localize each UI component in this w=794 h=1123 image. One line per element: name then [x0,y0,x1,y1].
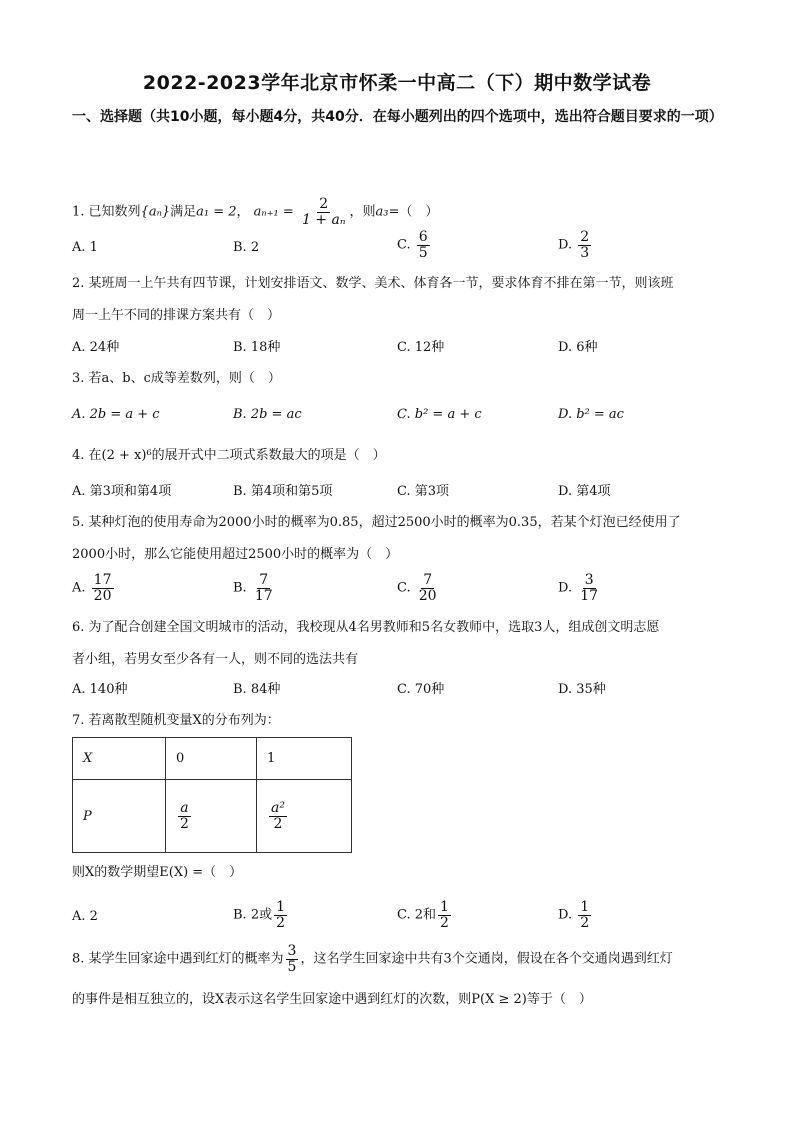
q5-option-b[interactable] [233,573,277,603]
q7-option-d-numerator: 1 [580,899,590,915]
q1-option-b[interactable]: B. 2 [233,240,260,255]
q1-option-a[interactable]: A. 1 [72,240,98,255]
table-cell-x-1: 1 [257,738,352,780]
q7-option-c-numerator: 1 [440,899,449,915]
q5-option-a-numerator: 17 [93,572,112,588]
table-cell-p-1 [257,780,352,853]
q7-option-d-fraction [578,900,591,930]
q7-option-b-numerator: 1 [276,899,286,915]
q5-option-d-fraction [578,573,600,603]
q1-option-c-fraction [417,230,430,260]
q7-option-b-fraction [274,900,287,930]
q8-probability-fraction [286,944,299,974]
q8-text-b: ，这名学生回家途中共有3个交通岗，假设在各个交通岗遇到红灯 [300,951,673,967]
q7-option-b[interactable] [233,900,289,930]
q1-option-c-label: C. [397,237,411,253]
q6-option-d[interactable]: D. 35种 [558,682,606,697]
p1-fraction [269,801,287,831]
q1-mid3: ，则 [349,204,376,220]
question-7-expectation: 则X的数学期望E(X) =（ ） [72,865,243,880]
q1-suffix: =（ ） [388,204,439,220]
q3-option-c[interactable]: C. b² = a + c [397,407,482,422]
q6-option-c[interactable]: C. 70种 [397,682,445,697]
p0-denominator: 2 [180,815,189,832]
q5-option-a-label: A. [72,580,86,596]
q7-option-d-denominator: 2 [580,914,590,931]
q5-option-d-numerator: 3 [584,572,594,588]
q5-option-c-numerator: 7 [423,572,433,588]
q5-option-a[interactable] [72,573,116,603]
question-7: 7. 若离散型随机变量X的分布列为： [72,713,280,728]
q7-option-c[interactable] [397,900,453,930]
q1-fraction-numerator: 2 [319,196,329,212]
p0-numerator: a [180,799,189,816]
q8-fraction-numerator: 3 [287,943,297,959]
q1-option-c-denominator: 5 [418,244,428,261]
question-6-line-2: 者小组，若男女至少各有一人，则不同的选法共有 [72,652,359,667]
q4-option-d[interactable]: D. 第4项 [558,484,611,499]
q1-mid2: ， [236,204,250,220]
q2-option-d[interactable]: D. 6种 [558,340,598,355]
table-cell-x-0: 0 [166,738,257,780]
q1-option-d[interactable] [558,230,593,260]
question-6-line-1: 6. 为了配合创建全国文明城市的活动，我校现从4名男教师和5名女教师中，选取3人，组成创文明志愿 [72,620,660,635]
q5-option-d[interactable] [558,573,602,603]
q7-option-b-label: B. 2或 [233,907,273,923]
p1-denominator: 2 [273,815,283,832]
q2-option-b[interactable]: B. 18种 [233,340,281,355]
q1-option-c[interactable] [397,230,432,260]
q5-option-c[interactable] [397,573,441,603]
question-8-line-2: 的事件是相互独立的，设X表示这名学生回家途中遇到红灯的次数，则P(X ≥ 2)等于（ ） [72,992,592,1007]
q3-option-a[interactable]: A. 2b = a + c [72,407,160,422]
question-2-line-2: 周一上午不同的排课方案共有（ ） [72,308,281,323]
q5-option-c-denominator: 20 [418,587,437,604]
q5-option-d-denominator: 17 [580,587,599,604]
q2-option-a[interactable]: A. 24种 [72,340,120,355]
q1-sequence: {aₙ} [140,204,171,220]
q5-option-b-denominator: 17 [254,587,273,604]
q5-option-b-label: B. [233,580,247,596]
q5-option-b-numerator: 7 [259,572,269,588]
q7-option-d[interactable] [558,900,593,930]
table-cell-p-0 [166,780,257,853]
q1-option-d-denominator: 3 [580,244,590,261]
q4-option-a[interactable]: A. 第3项和第4项 [72,484,172,499]
q3-option-b[interactable]: B. 2b = ac [233,407,302,422]
q1-fraction-denominator: 1 + aₙ [301,211,346,228]
q1-option-d-numerator: 2 [580,229,590,245]
table-row [73,780,352,853]
question-2-line-1: 2. 某班周一上午共有四节课，计划安排语文、数学、美术、体育各一节，要求体育不排在第一节，则该班 [72,276,674,291]
question-4: 4. 在(2 + x)⁶的展开式中二项式系数最大的项是（ ） [72,448,386,463]
q4-option-b[interactable]: B. 第4项和第5项 [233,484,333,499]
q8-text-a: 8. 某学生回家途中遇到红灯的概率为 [72,951,284,967]
q1-option-d-label: D. [558,237,573,253]
distribution-table [72,737,352,853]
q7-option-b-denominator: 2 [276,914,286,931]
q5-option-a-denominator: 20 [93,587,112,604]
q7-option-a[interactable]: A. 2 [72,909,98,924]
q7-option-c-denominator: 2 [440,914,449,931]
p0-fraction [178,801,191,831]
table-row [73,738,352,780]
q1-target: a₃ [375,204,389,220]
q2-option-c[interactable]: C. 12种 [397,340,445,355]
exam-title: 2022-2023学年北京市怀柔一中高二（下）期中数学试卷 [142,72,652,94]
q1-recurrence-fraction [300,197,348,227]
q6-option-b[interactable]: B. 84种 [233,682,281,697]
q5-option-b-fraction [253,573,275,603]
q1-prefix: 1. 已知数列 [72,204,141,220]
q7-option-c-label: C. 2和 [397,907,437,923]
table-cell-x-label: X [73,738,166,780]
q7-option-c-fraction [438,900,451,930]
q5-option-d-label: D. [558,580,573,596]
question-1 [72,197,438,227]
q5-option-c-label: C. [397,580,411,596]
q1-option-d-fraction [578,230,591,260]
q1-recurrence-lhs: aₙ₊₁ = [253,204,294,220]
q1-option-c-numerator: 6 [418,229,428,245]
question-5-line-1: 5. 某种灯泡的使用寿命为2000小时的概率为0.85，超过2500小时的概率为0.35，若某个灯泡已经使用了 [72,515,681,530]
q8-fraction-denominator: 5 [287,958,297,975]
question-8-line-1 [72,944,673,974]
p1-numerator: a² [271,799,285,816]
q7-option-d-label: D. [558,907,573,923]
q1-condition-1: a₁ = 2 [196,204,237,220]
question-3: 3. 若a、b、c成等差数列，则（ ） [72,371,281,386]
q1-mid1: 满足 [170,204,197,220]
question-5-line-2: 2000小时，那么它能使用超过2500小时的概率为（ ） [72,547,399,562]
q4-option-c[interactable]: C. 第3项 [397,484,450,499]
q5-option-a-fraction [92,573,114,603]
q5-option-c-fraction [417,573,439,603]
table-cell-p-label: P [73,780,166,853]
q6-option-a[interactable]: A. 140种 [72,682,128,697]
section-heading: 一、选择题（共10小题，每小题4分，共40分．在每小题列出的四个选项中，选出符合题目要求的一项） [72,109,723,125]
q3-option-d[interactable]: D. b² = ac [558,407,624,422]
